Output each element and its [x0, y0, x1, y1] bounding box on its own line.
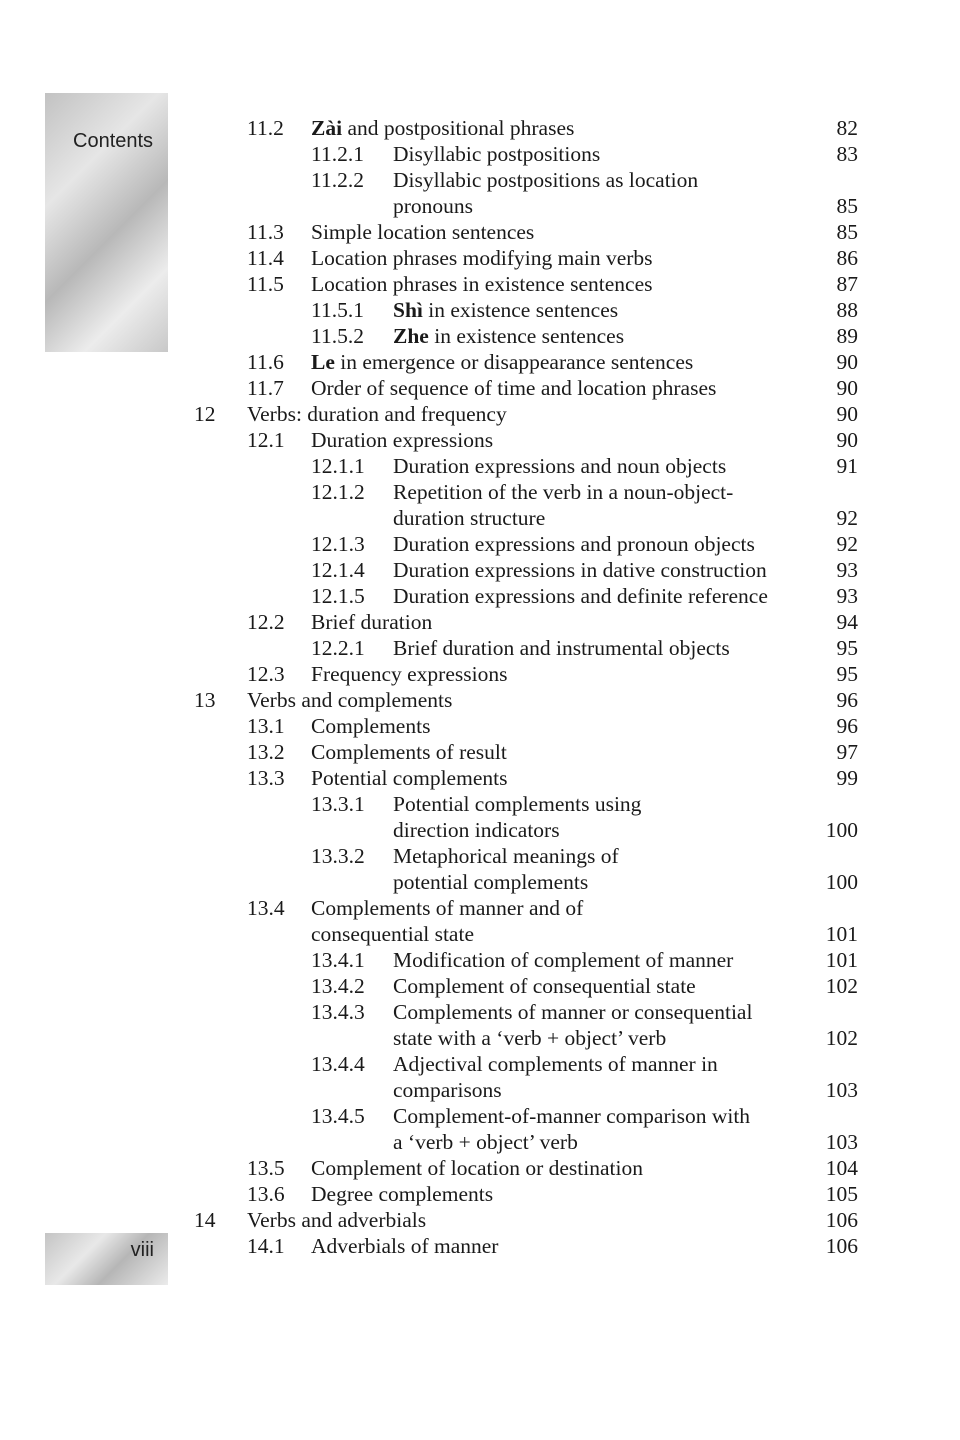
toc-entry-title-text: Duration expressions and noun objects [393, 454, 727, 478]
toc-entry-continuation[interactable] [0, 505, 960, 531]
toc-entry-title-text: in existence sentences [428, 324, 625, 348]
toc-entry[interactable] [0, 609, 960, 635]
toc-entry-title [311, 1181, 493, 1207]
toc-entry-page: 101 [825, 922, 858, 946]
toc-entry[interactable] [0, 1051, 960, 1077]
toc-entry-title [247, 1207, 426, 1233]
toc-entry-title-text: state with a ‘verb + object’ verb [393, 1026, 667, 1050]
toc-entry-title [393, 635, 730, 661]
toc-entry-title [311, 609, 432, 635]
toc-entry-title [393, 167, 698, 193]
toc-entry-continuation[interactable] [0, 1077, 960, 1103]
toc-entry[interactable] [0, 271, 960, 297]
toc-entry-title-text: Frequency expressions [311, 662, 508, 686]
toc-entry-title-text: Verbs: duration and frequency [247, 402, 507, 426]
toc-entry-page: 92 [836, 506, 858, 530]
toc-entry-page: 96 [836, 688, 858, 712]
toc-entry-title [311, 921, 474, 947]
toc-entry-title [393, 453, 726, 479]
toc-entry-number: 13.4.4 [311, 1052, 365, 1076]
toc-entry-title-text: Potential complements using [393, 792, 642, 816]
toc-entry-title [311, 375, 716, 401]
toc-entry-page: 87 [836, 272, 858, 296]
toc-entry-title-text: comparisons [393, 1078, 502, 1102]
toc-entry-title-text: Complements of manner and of [311, 896, 584, 920]
toc-entry-continuation[interactable] [0, 869, 960, 895]
toc-entry-title [311, 427, 493, 453]
toc-entry-title [311, 895, 583, 921]
toc-entry-number: 14 [194, 1208, 216, 1232]
toc-entry-number: 13.4.1 [311, 948, 365, 972]
toc-entry-page: 97 [836, 740, 858, 764]
toc-entry-number: 13.3.2 [311, 844, 365, 868]
toc-entry-number: 11.5.1 [311, 298, 364, 322]
toc-entry-page: 101 [825, 948, 858, 972]
toc-entry-page: 93 [836, 584, 858, 608]
toc-entry-title-text: direction indicators [393, 818, 560, 842]
toc-entry-title [311, 115, 574, 141]
toc-entry-page: 88 [836, 298, 858, 322]
toc-entry-title-text: pronouns [393, 194, 474, 218]
toc-entry-title-text: Degree complements [311, 1182, 494, 1206]
toc-entry-title-text: consequential state [311, 922, 474, 946]
toc-entry-page: 105 [825, 1182, 858, 1206]
toc-entry-title-text: Verbs and adverbials [247, 1208, 427, 1232]
toc-entry[interactable] [0, 557, 960, 583]
toc-entry[interactable] [0, 531, 960, 557]
toc-entry-page: 91 [836, 454, 858, 478]
toc-entry-title-text: Complements of result [311, 740, 507, 764]
toc-entry-title-text: in existence sentences [422, 298, 619, 322]
toc-entry-page: 106 [825, 1208, 858, 1232]
toc-entry-page: 96 [836, 714, 858, 738]
toc-entry-title [393, 1077, 502, 1103]
toc-entry-title-emphasis: Le [311, 350, 335, 374]
toc-entry-number: 11.3 [247, 220, 284, 244]
toc-entry[interactable] [0, 947, 960, 973]
toc-entry-title [311, 349, 693, 375]
toc-entry-title-text: and postpositional phrases [342, 116, 575, 140]
toc-entry-page: 83 [836, 142, 858, 166]
toc-entry-page: 104 [825, 1156, 858, 1180]
toc-entry-number: 11.5.2 [311, 324, 364, 348]
toc-entry-page: 93 [836, 558, 858, 582]
toc-entry-continuation[interactable] [0, 193, 960, 219]
toc-entry-title-text: Brief duration [311, 610, 433, 634]
toc-entry-number: 12.1.3 [311, 532, 365, 556]
toc-entry-title-text: Metaphorical meanings of [393, 844, 619, 868]
toc-entry[interactable] [0, 687, 960, 713]
toc-entry-title [393, 869, 588, 895]
toc-entry[interactable] [0, 765, 960, 791]
toc-entry-title-text: Disyllabic postpositions as location [393, 168, 699, 192]
toc-entry-number: 13.1 [247, 714, 285, 738]
toc-entry-title [393, 1025, 666, 1051]
toc-entry-title [311, 661, 507, 687]
toc-entry-number: 12.3 [247, 662, 285, 686]
toc-entry-number: 14.1 [247, 1234, 285, 1258]
toc-entry-title [393, 583, 768, 609]
toc-entry-page: 106 [825, 1234, 858, 1258]
toc-entry-title [311, 245, 653, 271]
toc-entry[interactable] [0, 583, 960, 609]
toc-entry-number: 13.2 [247, 740, 285, 764]
toc-entry-number: 13.4.3 [311, 1000, 365, 1024]
toc-entry-number: 12 [194, 402, 216, 426]
toc-entry-page: 103 [825, 1078, 858, 1102]
toc-entry-continuation[interactable] [0, 817, 960, 843]
toc-entry-title-text: Duration expressions in dative construction [393, 558, 767, 582]
toc-entry-number: 12.1.2 [311, 480, 365, 504]
toc-entry[interactable] [0, 791, 960, 817]
toc-entry-number: 13.3.1 [311, 792, 365, 816]
toc-entry-title [311, 271, 652, 297]
toc-entry-title-text: Duration expressions and definite reference [393, 584, 768, 608]
toc-entry-title [393, 973, 696, 999]
toc-entry-number: 13 [194, 688, 216, 712]
toc-entry-title-text: Potential complements [311, 766, 508, 790]
toc-entry[interactable] [0, 427, 960, 453]
toc-entry-title [311, 765, 507, 791]
toc-entry[interactable] [0, 1181, 960, 1207]
toc-entry-title [311, 713, 430, 739]
toc-entry-number: 13.4.5 [311, 1104, 365, 1128]
toc-entry-title [393, 323, 624, 349]
toc-entry-title-text: Order of sequence of time and location phrases [311, 376, 717, 400]
toc-entry-title-emphasis: Shì [393, 298, 423, 322]
toc-entry-title-text: Brief duration and instrumental objects [393, 636, 730, 660]
toc-entry-number: 12.2.1 [311, 636, 365, 660]
toc-entry-title [393, 947, 733, 973]
toc-entry[interactable] [0, 141, 960, 167]
toc-entry[interactable] [0, 739, 960, 765]
toc-entry-continuation[interactable] [0, 1025, 960, 1051]
toc-entry-page: 100 [825, 818, 858, 842]
toc-entry-title-text: Adverbials of manner [311, 1234, 499, 1258]
toc-entry[interactable] [0, 297, 960, 323]
toc-entry-page: 95 [836, 636, 858, 660]
toc-entry-title-text: Verbs and complements [247, 688, 453, 712]
toc-entry[interactable] [0, 479, 960, 505]
toc-entry-title-text: Complements [311, 714, 431, 738]
toc-entry-number: 12.1 [247, 428, 285, 452]
toc-entry-number: 13.5 [247, 1156, 285, 1180]
toc-entry-page: 94 [836, 610, 858, 634]
toc-entry-title-text: Location phrases in existence sentences [311, 272, 653, 296]
toc-entry-number: 11.4 [247, 246, 284, 270]
toc-entry-number: 12.1.1 [311, 454, 365, 478]
toc-entry-page: 90 [836, 428, 858, 452]
toc-entry-title [393, 791, 641, 817]
toc-entry-page: 85 [836, 194, 858, 218]
toc-entry-number: 13.4.2 [311, 974, 365, 998]
toc-entry[interactable] [0, 323, 960, 349]
table-of-contents [0, 115, 960, 1259]
toc-entry[interactable] [0, 115, 960, 141]
toc-entry-title [393, 843, 619, 869]
toc-entry-title [247, 401, 507, 427]
toc-entry-page: 99 [836, 766, 858, 790]
toc-entry-title [393, 297, 618, 323]
toc-entry-title [311, 1155, 643, 1181]
toc-entry-title-text: Duration expressions [311, 428, 494, 452]
toc-entry-title-emphasis: Zhe [393, 324, 429, 348]
toc-entry[interactable] [0, 713, 960, 739]
toc-entry-number: 11.2.2 [311, 168, 364, 192]
toc-entry[interactable] [0, 349, 960, 375]
toc-entry[interactable] [0, 1103, 960, 1129]
toc-entry-number: 12.1.5 [311, 584, 365, 608]
toc-entry-number: 11.2.1 [311, 142, 364, 166]
toc-entry-title [393, 999, 752, 1025]
toc-entry-title [393, 557, 767, 583]
toc-entry-page: 100 [825, 870, 858, 894]
toc-entry[interactable] [0, 167, 960, 193]
toc-entry-title [393, 141, 600, 167]
toc-entry-title-text: in emergence or disappearance sentences [334, 350, 694, 374]
toc-entry-title [311, 739, 507, 765]
toc-entry[interactable] [0, 635, 960, 661]
toc-entry-page: 103 [825, 1130, 858, 1154]
toc-entry[interactable] [0, 401, 960, 427]
toc-entry[interactable] [0, 999, 960, 1025]
toc-entry-number: 13.4 [247, 896, 285, 920]
page-number: viii [130, 1239, 154, 1261]
toc-entry-number: 13.3 [247, 766, 285, 790]
toc-entry[interactable] [0, 973, 960, 999]
toc-entry-title-text: Disyllabic postpositions [393, 142, 601, 166]
toc-entry-title [393, 531, 755, 557]
toc-entry[interactable] [0, 453, 960, 479]
toc-entry-page: 90 [836, 350, 858, 374]
toc-entry-title-text: Complements of manner or consequential [393, 1000, 753, 1024]
toc-entry[interactable] [0, 245, 960, 271]
toc-entry-page: 95 [836, 662, 858, 686]
toc-entry-title-text: Simple location sentences [311, 220, 535, 244]
toc-entry[interactable] [0, 375, 960, 401]
toc-entry-number: 11.6 [247, 350, 284, 374]
toc-entry-title-text: Complement of location or destination [311, 1156, 643, 1180]
toc-entry-page: 92 [836, 532, 858, 556]
toc-entry-page: 86 [836, 246, 858, 270]
toc-entry-title-text: potential complements [393, 870, 589, 894]
toc-entry[interactable] [0, 895, 960, 921]
toc-entry-title-text: duration structure [393, 506, 546, 530]
toc-entry-number: 13.6 [247, 1182, 285, 1206]
toc-entry-number: 11.5 [247, 272, 284, 296]
toc-entry-title [393, 1129, 578, 1155]
toc-entry-title-text: Duration expressions and pronoun objects [393, 532, 755, 556]
toc-entry-continuation[interactable] [0, 1129, 960, 1155]
toc-entry[interactable] [0, 219, 960, 245]
toc-entry-number: 12.1.4 [311, 558, 365, 582]
toc-entry-title-text: Repetition of the verb in a noun-object- [393, 480, 734, 504]
toc-entry-page: 82 [836, 116, 858, 140]
toc-entry[interactable] [0, 843, 960, 869]
toc-entry-title-text: Complement-of-manner comparison with [393, 1104, 751, 1128]
toc-entry-title [311, 219, 534, 245]
toc-entry-title [247, 687, 452, 713]
toc-entry-title [393, 479, 733, 505]
toc-entry[interactable] [0, 661, 960, 687]
toc-entry-title-text: Location phrases modifying main verbs [311, 246, 653, 270]
toc-entry-title [393, 1103, 750, 1129]
toc-entry[interactable] [0, 1155, 960, 1181]
toc-entry-title [393, 817, 560, 843]
toc-entry-page: 102 [825, 1026, 858, 1050]
toc-entry-continuation[interactable] [0, 921, 960, 947]
toc-entry-number: 12.2 [247, 610, 285, 634]
toc-entry-title-text: a ‘verb + object’ verb [393, 1130, 578, 1154]
toc-entry-title [393, 1051, 718, 1077]
toc-entry-page: 85 [836, 220, 858, 244]
toc-entry-title [311, 1233, 498, 1259]
section-label: Contents [73, 130, 154, 152]
toc-entry-title-text: Complement of consequential state [393, 974, 696, 998]
toc-entry-title-emphasis: Zài [311, 116, 343, 140]
toc-entry-title [393, 505, 545, 531]
toc-entry-page: 89 [836, 324, 858, 348]
toc-entry-page: 102 [825, 974, 858, 998]
toc-entry-page: 90 [836, 402, 858, 426]
toc-entry-title-text: Adjectival complements of manner in [393, 1052, 718, 1076]
toc-entry[interactable] [0, 1207, 960, 1233]
toc-entry-title [393, 193, 473, 219]
toc-entry-page: 90 [836, 376, 858, 400]
toc-entry-number: 11.7 [247, 376, 284, 400]
toc-entry[interactable] [0, 1233, 960, 1259]
toc-entry-number: 11.2 [247, 116, 284, 140]
toc-entry-title-text: Modification of complement of manner [393, 948, 734, 972]
